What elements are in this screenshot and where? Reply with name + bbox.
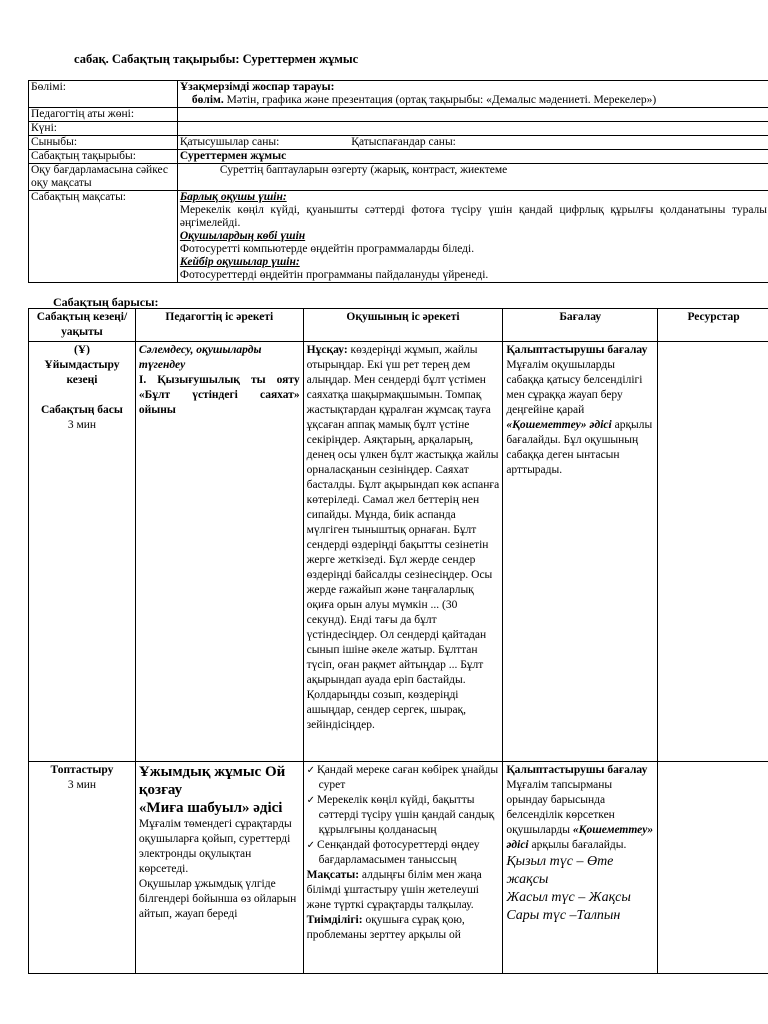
lesson-info-table <box>28 80 768 283</box>
stage-cell <box>29 762 136 974</box>
goal-text: алдыңғы білім мен жаңа білімді ұштастыру үшін жетелеуші және түрткі сұрақтарды талқылау. <box>306 869 482 911</box>
absent-label: Қатыспағандар саны: <box>351 136 456 148</box>
checkmark-icon: ✓ <box>306 765 316 776</box>
goal-label: Мақсаты: <box>306 869 360 881</box>
question-list <box>307 763 500 868</box>
date-value <box>177 122 768 136</box>
list-item: ✓ Сенқандай фотосуреттерді өңдеу бағдарламасымен таныссың <box>306 839 480 866</box>
list-item: ✓ Мерекелік көңіл күйді, бақытты сәттерді түсіру үшін қандай сандық құрылғыны қолданасың <box>306 794 495 836</box>
topic-value: Суреттермен жұмыс <box>177 150 768 164</box>
effect-label: Тиімділігі: <box>306 914 363 926</box>
assessment-heading: Қалыптастырушы бағалау <box>506 764 648 776</box>
instruction-label: Нұсқау: <box>306 344 348 356</box>
resources-cell <box>658 762 768 974</box>
teacher-greeting: Сәлемдесу, оқушыларды түгендеу <box>138 344 262 371</box>
aims-most-heading: Оқушылардың көбі үшін <box>179 230 306 242</box>
assessment-text: Мұғалім тапсырманы орындау барысында белсенділік көрсеткен оқушыларды <box>506 779 615 836</box>
teacher-method: «Миға шабуыл» әдісі <box>138 800 283 816</box>
color-grade-yellow: Сары түс –Талпын <box>506 908 621 923</box>
stage-name: Топтастыру <box>50 764 114 776</box>
assessment-text-end: арқылы бағалайды. <box>528 839 627 851</box>
teacher-activity-cell <box>135 762 303 974</box>
plan-prefix: бөлім. <box>191 94 224 106</box>
stage-duration: 3 мин <box>67 779 97 791</box>
aims-some-heading: Кейбір оқушылар үшін: <box>179 256 300 268</box>
section-label: Бөлімі: <box>29 81 178 108</box>
aims-cell <box>177 191 768 283</box>
column-header-teacher: Педагогтің іс әрекеті <box>135 309 303 342</box>
attendance-cell <box>177 136 768 150</box>
assessment-text-end: арқылы бағалайды. Бұл оқушының сабаққа деген ынтасын арттырады. <box>506 419 653 476</box>
column-header-student: Оқушының іс әрекеті <box>303 309 503 342</box>
teacher-game: І. Қызығушылық ты ояту «Бұлт үстіндегі саяхат» ойыны <box>138 374 300 416</box>
lesson-progress-table <box>28 308 768 974</box>
attending-label: Қатысушылар саны: <box>179 136 280 148</box>
column-header-stage: Сабақтың кезеңі/уақыты <box>29 309 136 342</box>
topic-label: Сабақтың тақырыбы: <box>29 150 178 164</box>
assessment-heading: Қалыптастырушы бағалау <box>506 344 648 356</box>
goal-value: Суреттің баптауларын өзгерту (жарық, контраст, жиектеме <box>219 164 508 176</box>
assessment-method: «Қошеметтеу» әдісі <box>506 824 654 851</box>
aims-most-text: Фотосуретті компьютерде өңдейтін программаларды біледі. <box>179 243 475 255</box>
aims-some-text: Фотосуреттерді өңдейтін программаны пайдалануды үйренеді. <box>179 269 489 281</box>
teacher-text-2: Оқушылар ұжымдық үлгіде білгендері бойынша өз ойларын айтып, жауап береді <box>138 878 297 920</box>
goal-label: Оқу бағдарламасына сәйкес оқу мақсаты <box>29 164 178 191</box>
assessment-method: «Қошеметтеу» әдісі <box>506 419 612 431</box>
aims-all-heading: Барлық оқушы үшін: <box>179 191 287 203</box>
class-label: Сыныбы: <box>29 136 178 150</box>
table-row <box>29 342 768 762</box>
stage-duration: 3 мин <box>67 419 97 431</box>
progress-heading: Сабақтың барысы: <box>53 295 159 309</box>
column-header-assessment: Бағалау <box>503 309 658 342</box>
goal-cell <box>177 164 768 191</box>
table-row <box>29 762 768 974</box>
assessment-text: Мұғалім оқушыларды сабаққа қатысу белсенділігі мен сұраққа жауап беру деңгейіне қарай <box>506 359 643 416</box>
stage-subname: Сабақтың басы <box>41 404 123 416</box>
stage-code: (Ұ) <box>73 344 90 356</box>
checkmark-icon: ✓ <box>306 840 316 851</box>
plan-label: Ұзақмерзімді жоспар тарауы: <box>179 81 335 93</box>
assessment-cell <box>503 342 658 762</box>
teacher-activity-cell <box>135 342 303 762</box>
list-item: ✓ Қандай мереке саған көбірек ұнайды сурет <box>306 764 499 791</box>
teacher-heading: Ұжымдық жұмыс Ой қозғау <box>138 764 286 798</box>
stage-name: Ұйымдастыру кезеңі <box>44 359 120 386</box>
teacher-label: Педагогтің аты жөні: <box>29 108 178 122</box>
color-grade-green: Жасыл түс – Жақсы <box>506 890 631 905</box>
instruction-text: көздеріңді жұмып, жайлы отырыңдар. Екі үш рет терең дем алыңдар. Мен сендерді бұлт үстімен саяхатқа шақырмақшымын. Томпақ жастықтардан құралған жұмсақ тауға ұқсаған аппақ мамық бұлт үстіне секіріңдер. Аяқтарың, арқаларың, денең осы үлкен бұлт жастыққа жайлы орналасқанын сезініңдер. Саяхат басталды. Бұлт ақырындап көк аспанға көтеріледі. Самал жел беттерің нен сипайды. Мұнда, биік аспанда мүлгіген тыныштық орнаған. Бұлт сендерді өздеріңді бақытты сезінетін жерге жеткізеді. Бұл жерде сендер өздеріңді байсалды сезінесіңдер. Осы жерде ғажайып және таңғаларлық оқиға орын алуы мүмкін ... (30 секунд). Енді тағы да бұлт үстіндесіңдер. Ол сендерді қайтадан сынып ішіне әкеле жатыр. Бұлттан түсіп, оған рақмет айтыңдар ... Бұлт ақырындап ауада еріп бастайды. Қолдарыңды созып, көздеріңді ашыңдар, сендер сергек, шырақ, зейіндісіңдер. <box>306 344 500 731</box>
column-header-resources: Ресурстар <box>658 309 768 342</box>
student-activity-cell <box>303 762 503 974</box>
teacher-text: Мұғалім төмендегі сұрақтарды оқушыларға қойып, суреттерді электронды оқулықтан көрсетеді. <box>138 818 292 875</box>
resources-cell <box>658 342 768 762</box>
effect-text: оқушыға сұрақ қою, проблеманы зерттеу арқылы ой <box>306 914 465 941</box>
color-grade-red: Қызыл түс – Өте жақсы <box>506 854 614 887</box>
plan-cell <box>177 81 768 108</box>
aims-all-text: Мерекелік көңіл күйді, қуанышты сәттерді фотоға түсіру үшін қандай цифрлық құрылғы қолданатыны туралы әңгімелейді. <box>179 204 767 229</box>
assessment-cell <box>503 762 658 974</box>
stage-cell <box>29 342 136 762</box>
page-title: сабақ. Сабақтың тақырыбы: Суреттермен жұмыс <box>74 52 359 66</box>
checkmark-icon: ✓ <box>306 795 316 806</box>
date-label: Күні: <box>29 122 178 136</box>
table-header-row <box>29 309 768 342</box>
aims-label: Сабақтың мақсаты: <box>29 191 178 283</box>
teacher-value <box>177 108 768 122</box>
plan-text: Мәтін, графика және презентация (ортақ тақырыбы: «Демалыс мәдениеті. Мерекелер») <box>223 94 657 106</box>
student-activity-cell <box>303 342 503 762</box>
